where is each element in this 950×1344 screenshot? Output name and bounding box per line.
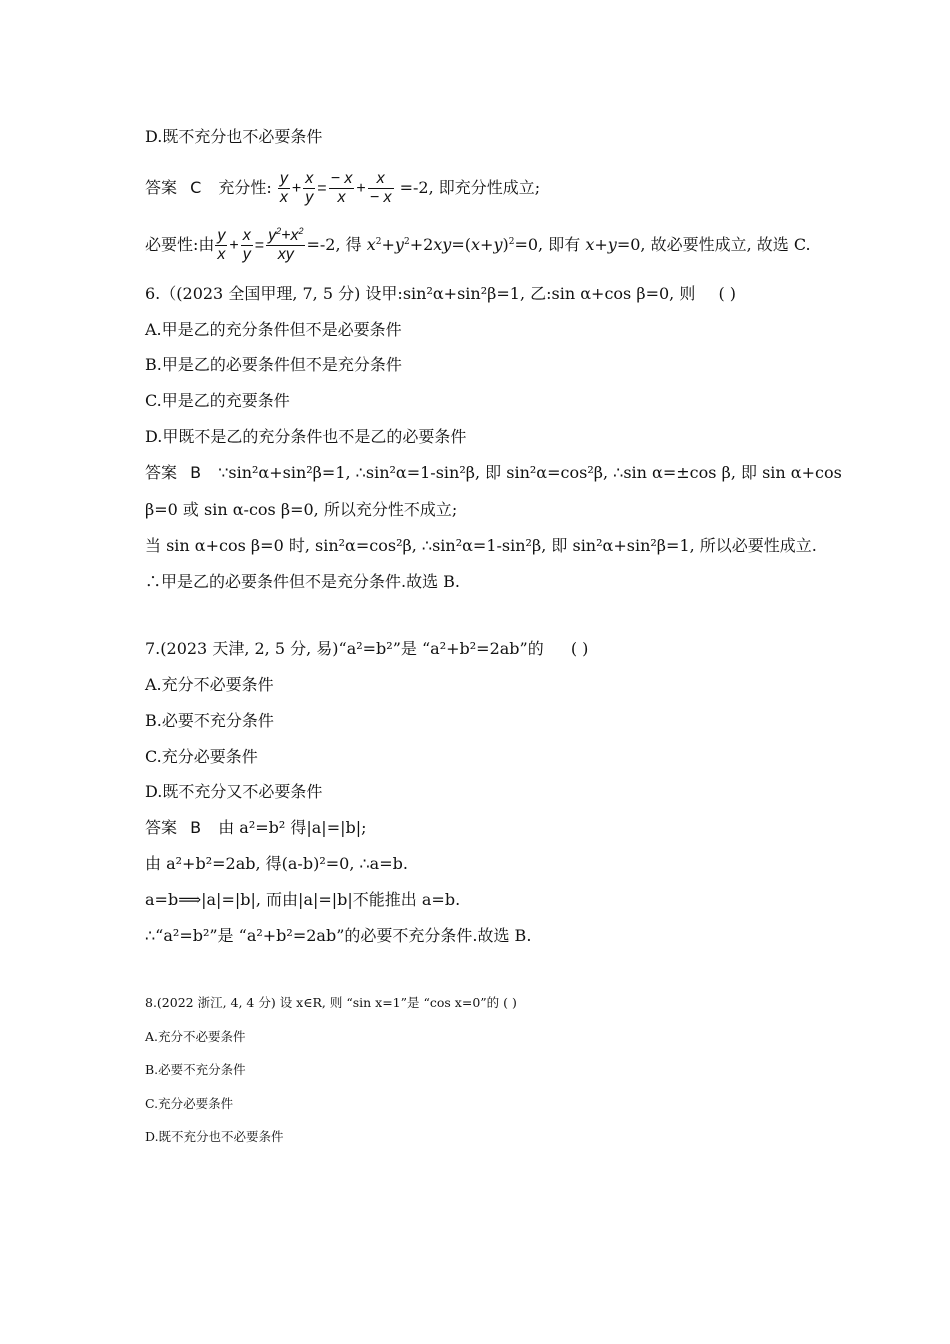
fraction-y-over-x: $\frac{y}{x}$	[279, 170, 288, 206]
q6-stem	[145, 283, 736, 305]
q6-solution-line-4: ∴甲是乙的必要条件但不是充分条件.故选 B.	[145, 572, 461, 591]
q6-option-b: B.甲是乙的必要条件但不是充分条件	[145, 355, 402, 374]
question-stem: 6.（(2023 全国甲理, 7, 5 分) 设甲:sin²α+sin²β=1, 乙:sin α+cos β=0, 则	[145, 284, 696, 303]
fraction-x-over-neg-x: $\frac{x}{- x}$	[369, 170, 392, 206]
answer-label: 答案	[145, 818, 178, 837]
solution-text: 由 a²=b² 得|a|=|b|;	[218, 818, 367, 837]
q7-solution-line-3: a=b⟹|a|=|b|, 而由|a|=|b|不能推出 a=b.	[145, 890, 461, 909]
q7-solution-line-2: 由 a²+b²=2ab, 得(a-b)²=0, ∴a=b.	[145, 854, 408, 873]
q7-option-a: A.充分不必要条件	[145, 675, 274, 694]
answer-letter: C	[190, 178, 202, 197]
q6-solution-line-2: β=0 或 sin α-cos β=0, 所以充分性不成立;	[145, 500, 458, 519]
fraction-y-over-x: $\frac{y}{x}$	[217, 227, 226, 263]
necessity-rest: =0, 即有	[514, 235, 581, 254]
necessity-lead: 必要性:由	[145, 235, 215, 254]
necessity-tail: =-2, 得	[306, 235, 362, 254]
sufficiency-lead: 充分性:	[218, 178, 272, 197]
answer-bracket: ( )	[718, 284, 737, 303]
q7-solution-line-4: ∴“a²=b²”是 “a²+b²=2ab”的必要不充分条件.故选 B.	[145, 926, 532, 945]
answer-label: 答案	[145, 178, 178, 197]
fraction-x-over-y: $\frac{x}{y}$	[242, 227, 251, 263]
q8-option-c: C.充分必要条件	[145, 1096, 234, 1111]
question-stem: 7.(2023 天津, 2, 5 分, 易)“a²=b²”是 “a²+b²=2ab”的	[145, 639, 544, 658]
q8-option-b: B.必要不充分条件	[145, 1062, 246, 1077]
q6-solution-line-3: 当 sin α+cos β=0 时, sin²α=cos²β, ∴sin²α=1-sin²β, 即 sin²α+sin²β=1, 所以必要性成立.	[145, 536, 817, 555]
answer-label: 答案	[145, 463, 178, 482]
q6-answer-line	[145, 462, 842, 484]
q6-option-d: D.甲既不是乙的充分条件也不是乙的必要条件	[145, 427, 467, 446]
fraction-sum-squares-over-xy: $\frac{y^2+x^2}{xy}$	[268, 226, 304, 263]
solution-text: ∵sin²α+sin²β=1, ∴sin²α=1-sin²β, 即 sin²α=cos²β, ∴sin α=±cos β, 即 sin α+cos	[218, 463, 842, 482]
q6-option-c: C.甲是乙的充要条件	[145, 391, 290, 410]
q7-stem	[145, 638, 588, 660]
q7-answer-line	[145, 817, 367, 839]
q7-option-b: B.必要不充分条件	[145, 711, 274, 730]
q7-option-c: C.充分必要条件	[145, 747, 258, 766]
answer-letter: B	[190, 463, 202, 482]
q5-option-d: D.既不充分也不必要条件	[145, 127, 323, 146]
answer-bracket: ( )	[570, 639, 589, 658]
q6-option-a: A.甲是乙的充分条件但不是必要条件	[145, 320, 402, 339]
answer-letter: B	[190, 818, 202, 837]
fraction-neg-x-over-x: $\frac{- x}{x}$	[330, 170, 353, 206]
q5-answer-line: 答案 C 充分性: $\frac{y}{x}$ + $\frac{x}{y}$ = $\frac{- x}{x}$ + $\frac{x}{- x}$ =-2, 即充分性成立;	[145, 170, 541, 206]
necessity-end: =0, 故必要性成立, 故选 C.	[616, 235, 811, 254]
fraction-x-over-y: $\frac{x}{y}$	[305, 170, 314, 206]
q7-option-d: D.既不充分又不必要条件	[145, 782, 323, 801]
q8-option-a: A.充分不必要条件	[145, 1029, 246, 1044]
q8-stem: 8.(2022 浙江, 4, 4 分) 设 x∈R, 则 “sin x=1”是 “cos x=0”的 ( )	[145, 995, 517, 1010]
q5-necessity-line: 必要性:由 $\frac{y}{x}$ + $\frac{x}{y}$ = $\frac{y^2+x^2}{xy}$ =-2, 得 $x^2+y^2+2xy=(x+y)^2=0$, 即有 x+y=0, 故必要性成立, 故选 C.	[145, 226, 811, 263]
q8-option-d: D.既不充分也不必要条件	[145, 1129, 284, 1144]
sufficiency-tail: =-2, 即充分性成立;	[399, 178, 541, 197]
